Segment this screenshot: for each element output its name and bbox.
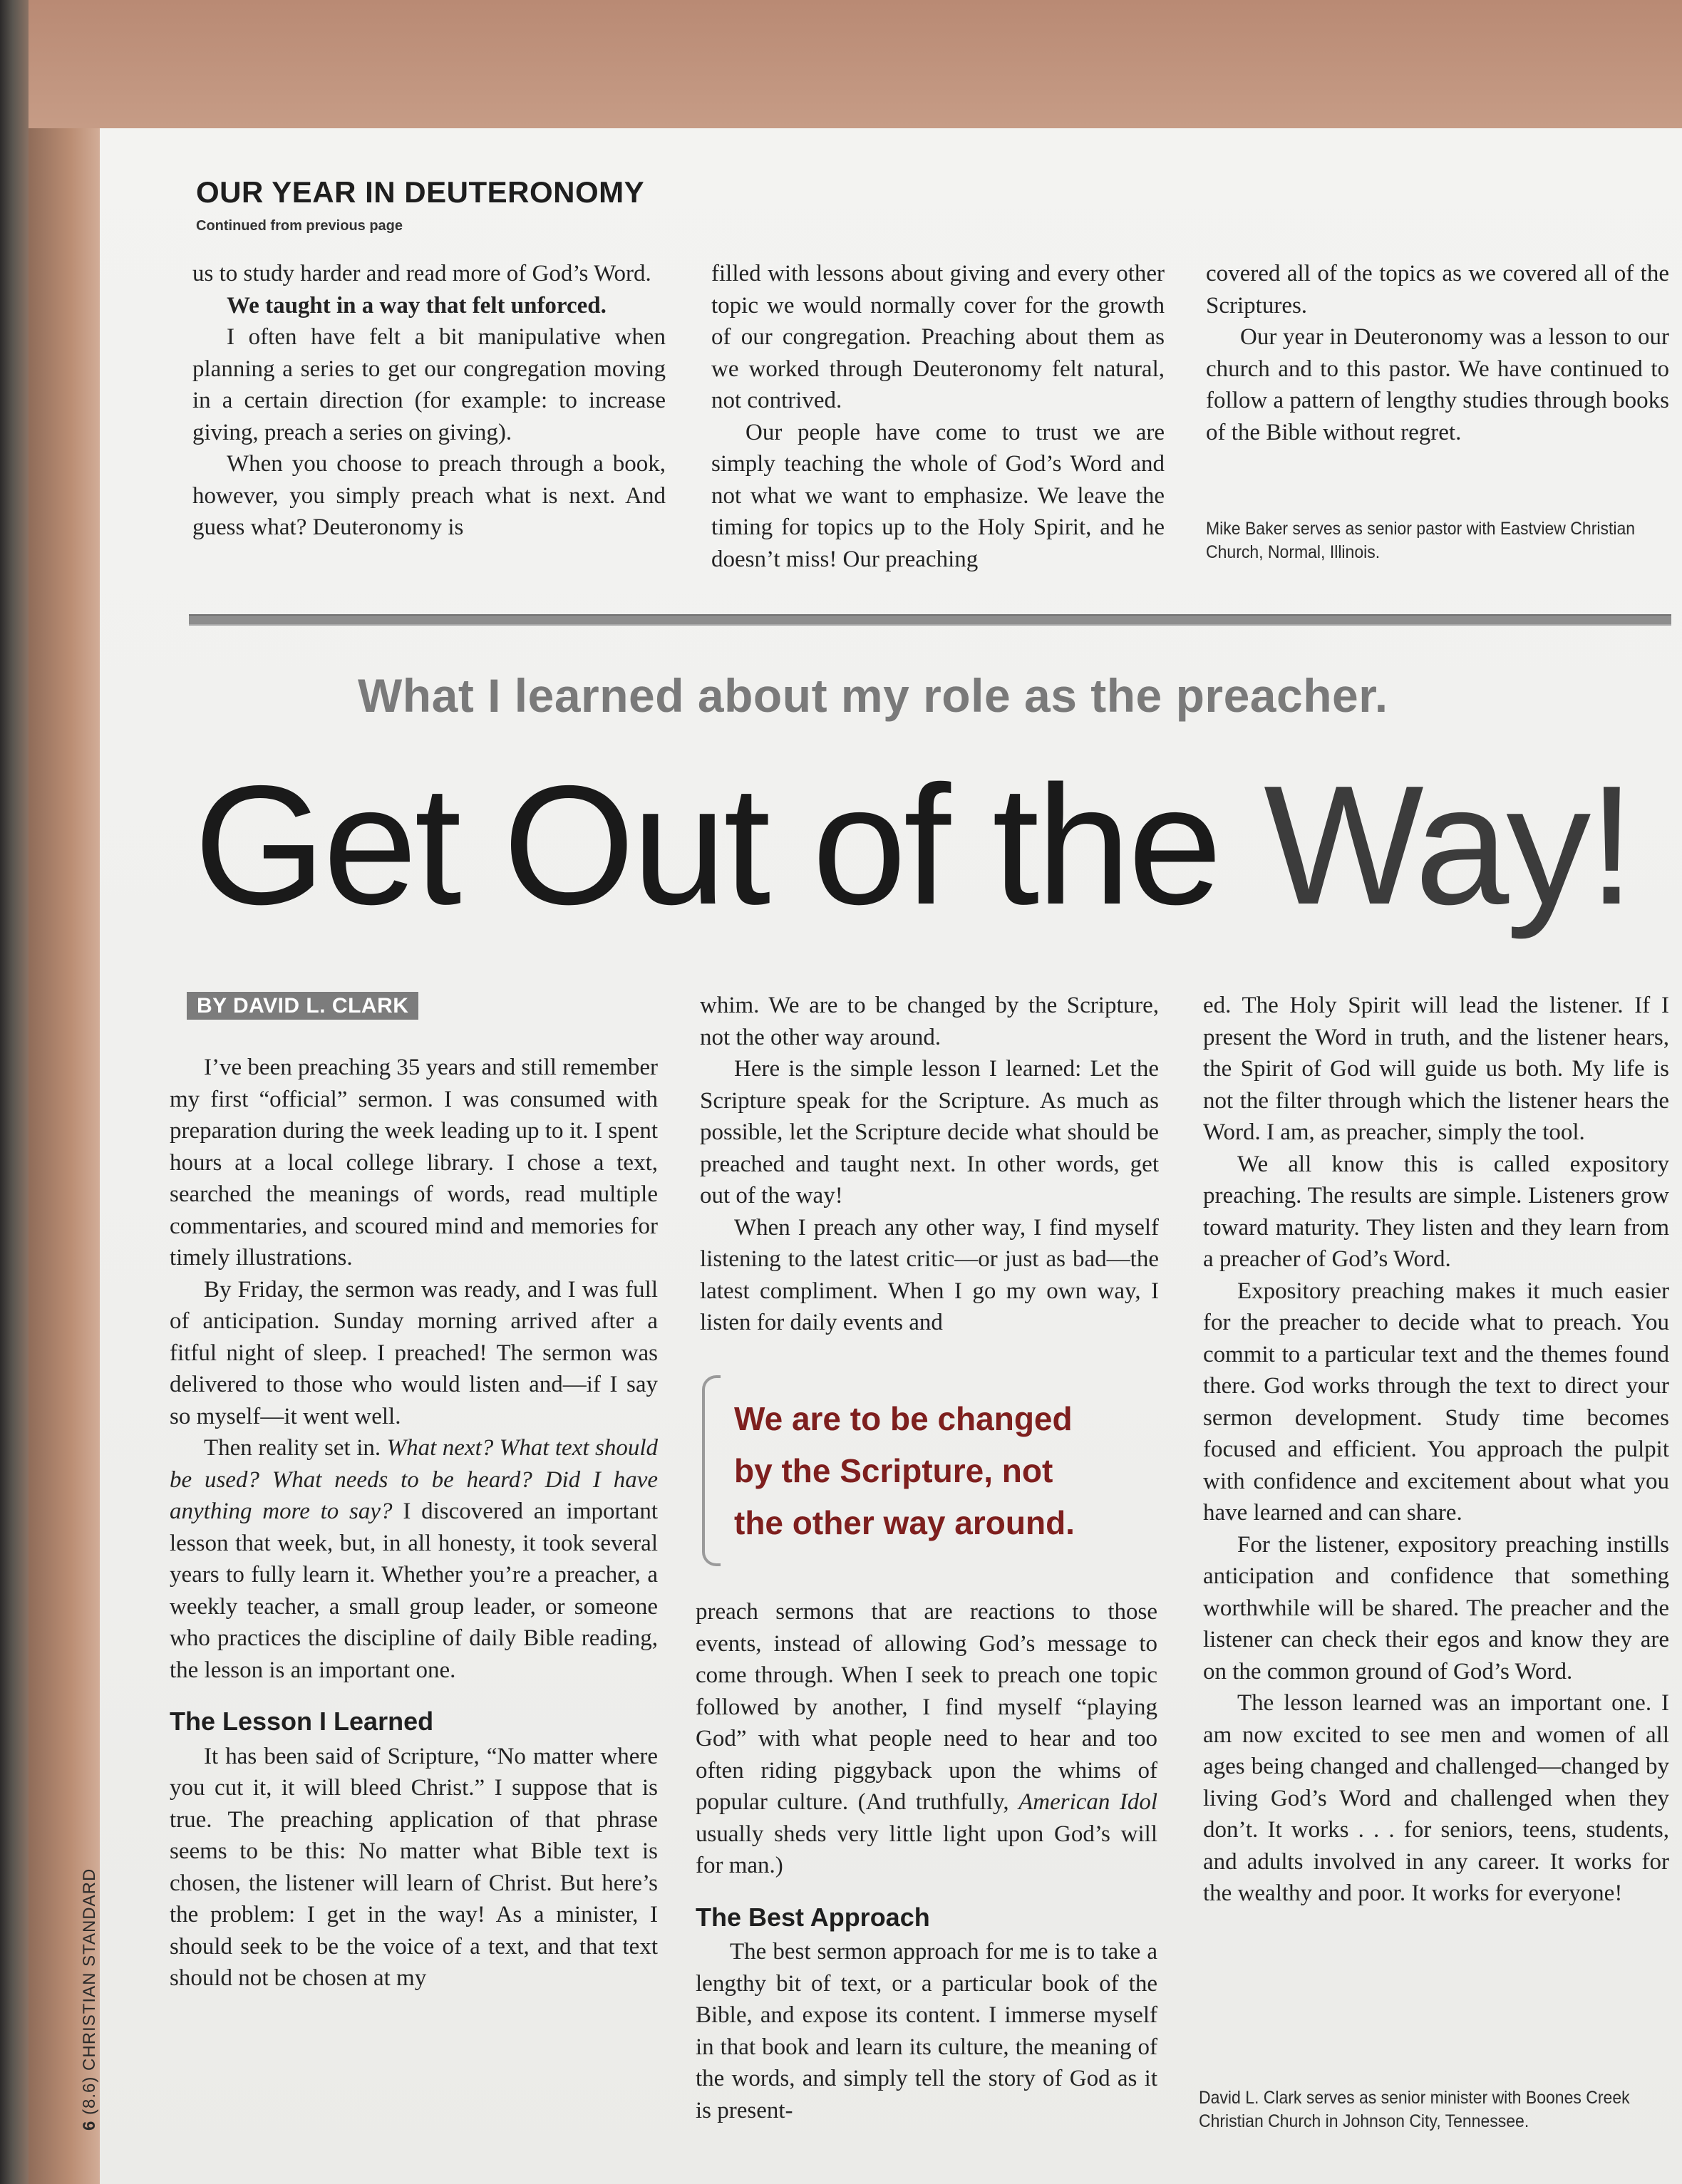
continued-column-3 bbox=[1206, 258, 1669, 448]
byline-container bbox=[187, 994, 418, 1018]
pullquote-bracket bbox=[702, 1375, 721, 1566]
paragraph: us to study harder and read more of God’s Word. bbox=[192, 261, 651, 286]
article-kicker: What I learned about my role as the preacher. bbox=[358, 669, 1388, 722]
paragraph: ed. The Holy Spirit will lead the listener. If I present the Word in truth, and the listener hears, the Spirit of God will guide us both. My life is not the filter through which the listener hears the Word. I am, as preacher, simply the tool. bbox=[1203, 993, 1669, 1145]
article-column-2-upper bbox=[700, 990, 1159, 1339]
page-folio bbox=[80, 1868, 100, 2131]
paragraph bbox=[170, 1432, 658, 1686]
paragraph: I often have felt a bit manipulative when planning a series to get our congregation moving in a certain direction (for example: to increase giving, preach a series on giving). bbox=[192, 324, 666, 445]
paragraph: When I preach any other way, I find myself listening to the latest critic—or just as bad—the latest compliment. When I go my own way, I listen for daily events and bbox=[700, 1214, 1159, 1335]
pullquote-line: by the Scripture, not bbox=[734, 1452, 1053, 1489]
background-surface bbox=[0, 0, 1682, 128]
subhead-best-approach: The Best Approach bbox=[696, 1902, 930, 1932]
paragraph: I’ve been preaching 35 years and still remember my first “official” sermon. I was consumed with preparation during the week leading up to it. I spent hours at a local college library. I chose a text, searched the meanings of words, read multiple commentaries, and scoured mind and memories for timely illustrations. bbox=[170, 1055, 658, 1270]
byline: BY DAVID L. CLARK bbox=[187, 992, 418, 1020]
paragraph: Our year in Deuteronomy was a lesson to our church and to this pastor. We have continued to follow a pattern of lengthy studies through books of the Bible without regret. bbox=[1206, 324, 1669, 445]
paragraph: covered all of the topics as we covered all of the Scriptures. bbox=[1206, 261, 1669, 319]
text-run: Then reality set in. bbox=[204, 1435, 387, 1461]
article-headline bbox=[194, 751, 1633, 940]
paragraph: It has been said of Scripture, “No matter where you cut it, it will bleed Christ.” I suppose that is true. The preaching application of that phrase seems to be this: No matter what Bible text is chosen, the listener will learn of Christ. But here’s the problem: I get in the way! As a minister, I should seek to be the voice of a text, and that text should not be chosen at my bbox=[170, 1743, 658, 1991]
pullquote bbox=[734, 1393, 1162, 1549]
paragraph: By Friday, the sermon was ready, and I was full of anticipation. Sunday morning arrived after a fitful night of sleep. I preached! The sermon was delivered to those who would listen and—if I say so myself—it went well. bbox=[170, 1276, 658, 1429]
article-column-3 bbox=[1203, 990, 1669, 1910]
publication-name: CHRISTIAN STANDARD bbox=[80, 1868, 99, 2071]
paragraph: The best sermon approach for me is to take a lengthy bit of text, or a particular book of the Bible, and expose its content. I immerse myself in that book and learn its culture, the meaning of the words, and simply tell the story of God as it is present- bbox=[696, 1939, 1157, 2123]
pullquote-line: We are to be changed bbox=[734, 1400, 1073, 1437]
paragraph: Expository preaching makes it much easier for the preacher to decide what to preach. You commit to a particular text and the themes found there. God works through the text to direct your sermon development. Study time becomes focused and efficient. You approach the pulpit with confidence and excitement about what you have learned and can share. bbox=[1203, 1278, 1669, 1526]
paragraph: When you choose to preach through a book, however, you simply preach what is next. And guess what? Deuteronomy is bbox=[192, 451, 666, 540]
paragraph: Here is the simple lesson I learned: Let the Scripture speak for the Scripture. As much as possible, let the Scripture decide what should be preached and taught next. In other words, get out of the way! bbox=[700, 1056, 1159, 1209]
headline-main: Get Out of the bbox=[194, 751, 1264, 940]
paragraph: For the listener, expository preaching instills anticipation and confidence that something worthwhile will be shared. The preacher and the listener can check their egos and know they are on the common ground of God’s Word. bbox=[1203, 1531, 1669, 1684]
author-bio-mike-baker: Mike Baker serves as senior pastor with Eastview Christian Church, Normal, Illinois. bbox=[1206, 519, 1636, 562]
section-title: OUR YEAR IN DEUTERONOMY bbox=[196, 175, 645, 209]
paragraph-heading: We taught in a way that felt unforced. bbox=[227, 292, 607, 319]
headline-last-word: Way! bbox=[1264, 751, 1633, 940]
pullquote-line: the other way around. bbox=[734, 1504, 1075, 1541]
binding-spine bbox=[0, 0, 29, 2184]
italic-run: What next? What text should be used? What needs to be heard? Did I have anything more to say? bbox=[170, 1435, 658, 1524]
paragraph: whim. We are to be changed by the Scripture, not the other way around. bbox=[700, 993, 1159, 1050]
text-run: usually sheds very little light upon God’s will for man.) bbox=[696, 1821, 1157, 1878]
subhead-lesson: The Lesson I Learned bbox=[170, 1707, 434, 1736]
paragraph: Our people have come to trust we are simply teaching the whole of God’s Word and not what we want to emphasize. We leave the timing for topics up to the Holy Spirit, and he doesn’t miss! Our preaching bbox=[711, 419, 1165, 572]
continued-column-1 bbox=[192, 258, 666, 544]
page-number: 6 bbox=[80, 2120, 99, 2131]
italic-run: American Idol bbox=[1018, 1789, 1158, 1815]
section-divider bbox=[189, 614, 1671, 626]
continued-note: Continued from previous page bbox=[196, 218, 403, 234]
author-bio-david-clark: David L. Clark serves as senior minister with Boones Creek Christian Church in Johnson City, Tennessee. bbox=[1199, 2088, 1630, 2131]
article-column-2-lower bbox=[696, 1596, 1157, 2126]
continued-column-2 bbox=[711, 258, 1165, 575]
paragraph bbox=[696, 1596, 1157, 1882]
text-run: I discovered an important lesson that week, but, in all honesty, it took several years to fully learn it. Whether you’re a preacher, a weekly teacher, a small group leader, or someone who practices the discipline of daily Bible reading, the lesson is an important one. bbox=[170, 1499, 658, 1683]
article-column-1 bbox=[170, 1052, 658, 1994]
issue-date: (8.6) bbox=[80, 2076, 99, 2115]
paragraph: filled with lessons about giving and every other topic we would normally cover for the growth of our congregation. Preaching about them as we worked through Deuteronomy felt natural, not contrived. bbox=[711, 261, 1165, 413]
paragraph: The lesson learned was an important one. I am now excited to see men and women of all ages being changed and challenged—changed by living God’s Word and challenged when they don’t. It works . . . for seniors, teens, students, and adults involved in any career. It works for the wealthy and poor. It works for everyone! bbox=[1203, 1690, 1669, 1906]
text-run: preach sermons that are reactions to those events, instead of allowing God’s message to come through. When I seek to preach one topic followed by another, I find myself “playing God” with what people need to hear and too often riding piggyback upon the whims of popular culture. (And truthfully, bbox=[696, 1599, 1157, 1815]
paragraph: We all know this is called expository preaching. The results are simple. Listeners grow toward maturity. They listen and they learn from a preacher of God’s Word. bbox=[1203, 1151, 1669, 1272]
